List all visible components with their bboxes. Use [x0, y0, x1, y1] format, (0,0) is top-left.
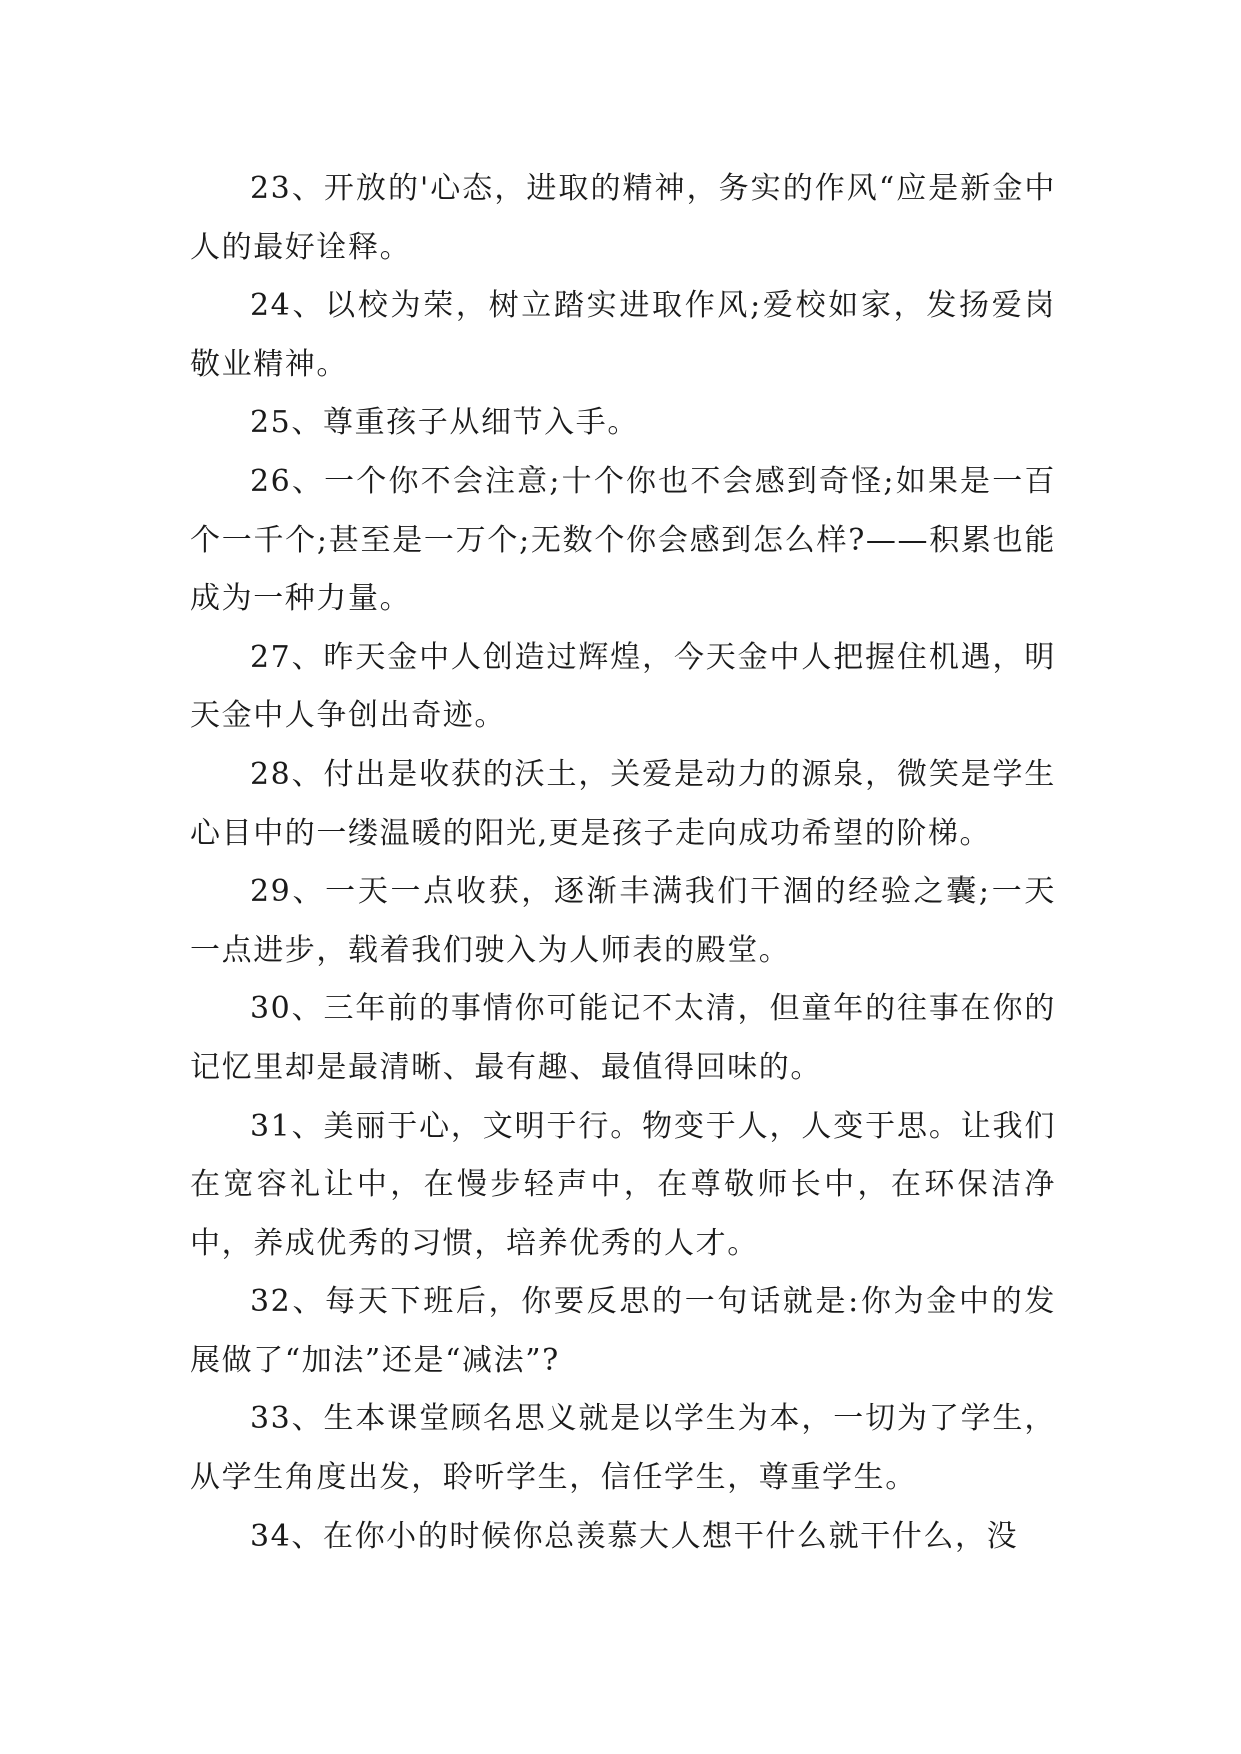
paragraph-33: 33、生本课堂顾名思义就是以学生为本，一切为了学生，从学生角度出发，聆听学生，信任学生，尊重学生。	[190, 1401, 1056, 1496]
paragraph-26: 26、一个你不会注意;十个你也不会感到奇怪;如果是一百个一千个;甚至是一万个;无数个你会感到怎么样?——积累也能成为一种力量。	[190, 463, 1056, 617]
paragraph-29: 29、一天一点收获，逐渐丰满我们干涸的经验之囊;一天一点进步，载着我们驶入为人师表的殿堂。	[190, 874, 1056, 968]
paragraph-30: 30、三年前的事情你可能记不太清，但童年的往事在你的记忆里却是最清晰、最有趣、最值得回味的。	[190, 991, 1056, 1085]
document-body	[190, 160, 1056, 1566]
paragraph-31: 31、美丽于心，文明于行。物变于人，人变于思。让我们在宽容礼让中，在慢步轻声中，在尊敬师长中，在环保洁净中，养成优秀的习惯，培养优秀的人才。	[190, 1108, 1056, 1261]
paragraph-28: 28、付出是收获的沃土，关爱是动力的源泉，微笑是学生心目中的一缕温暖的阳光,更是孩子走向成功希望的阶梯。	[190, 756, 1056, 851]
paragraph-24: 24、以校为荣，树立踏实进取作风;爱校如家，发扬爱岗敬业精神。	[190, 288, 1056, 382]
paragraph-23: 23、开放的'心态，进取的精神，务实的作风“应是新金中人的最好诠释。	[190, 171, 1056, 265]
paragraph-25: 25、尊重孩子从细节入手。	[250, 405, 639, 441]
paragraph-27: 27、昨天金中人创造过辉煌，今天金中人把握住机遇，明天金中人争创出奇迹。	[190, 639, 1056, 734]
paragraph-34: 34、在你小的时候你总羡慕大人想干什么就干什么，没	[250, 1518, 1019, 1554]
paragraph-32: 32、每天下班后，你要反思的一句话就是:你为金中的发展做了“加法”还是“减法”?	[190, 1284, 1056, 1378]
